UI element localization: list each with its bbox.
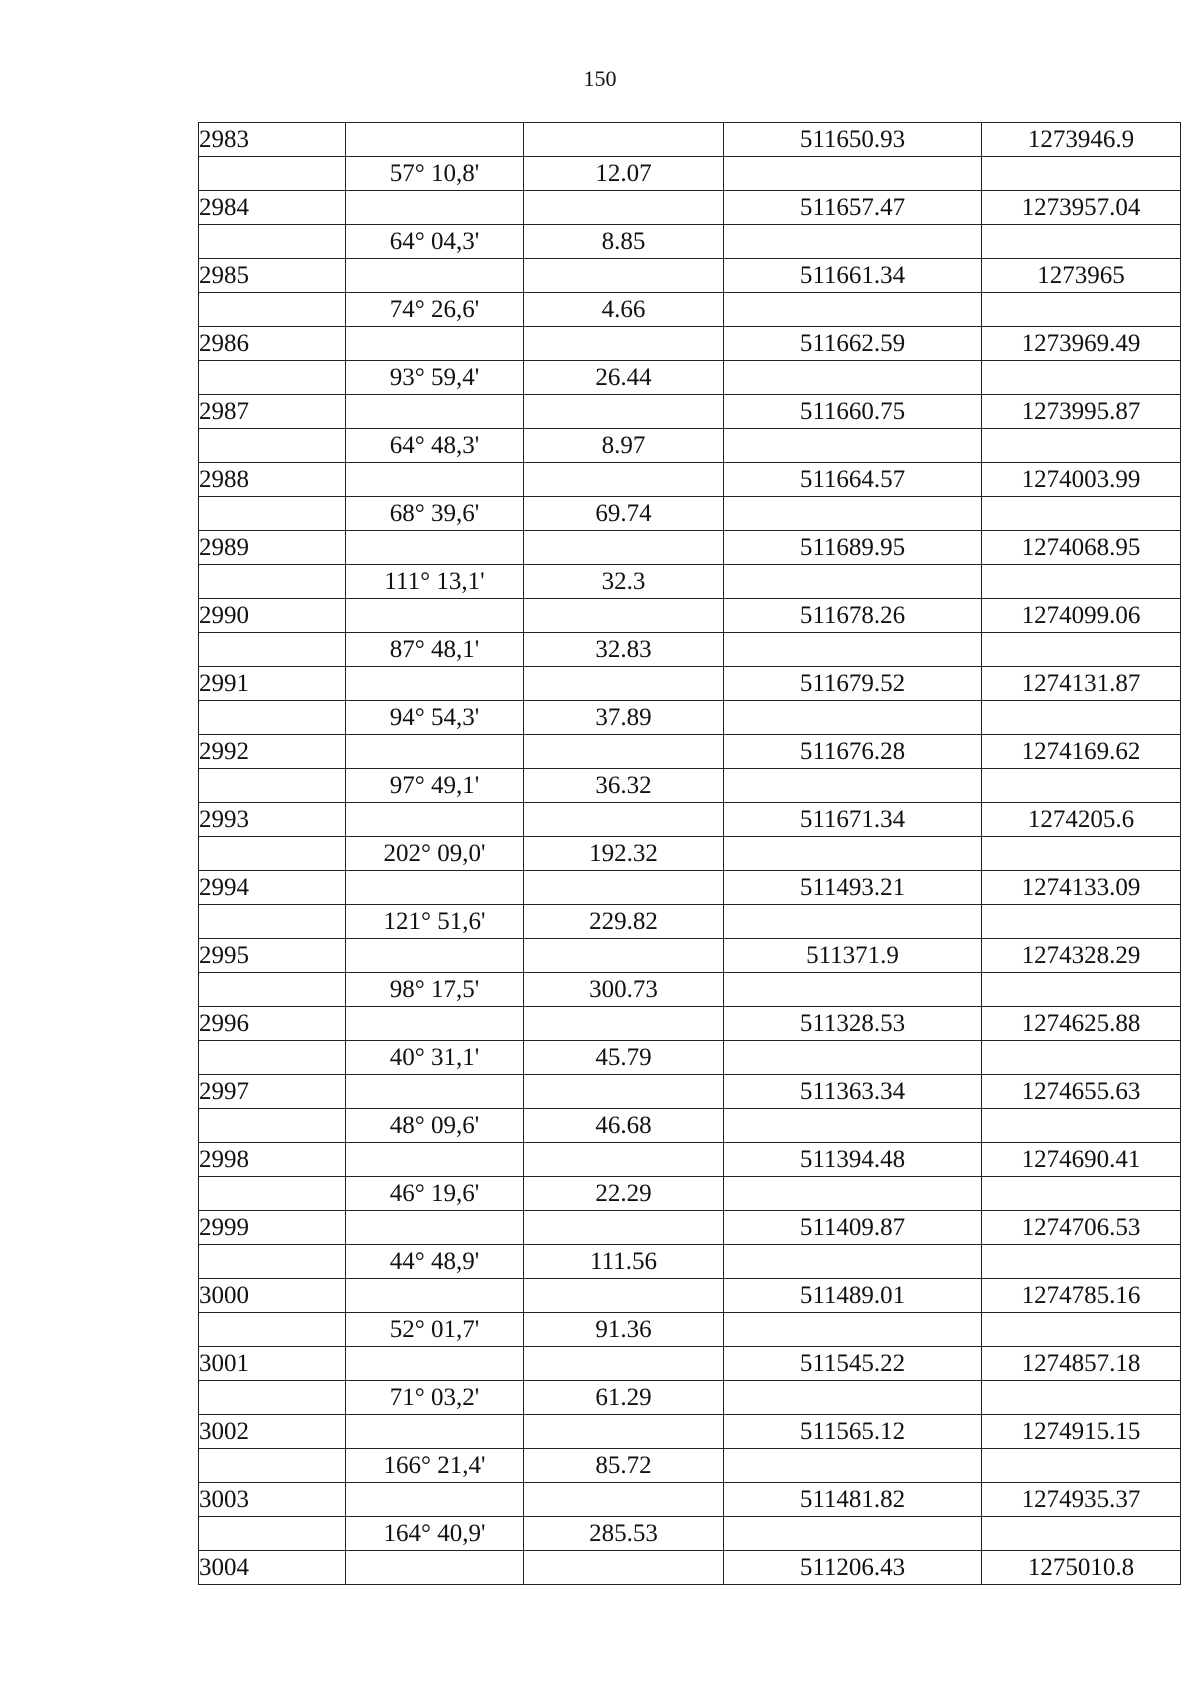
point-number-cell <box>199 293 346 327</box>
point-number-cell: 2991 <box>199 667 346 701</box>
x-coordinate-cell <box>724 293 982 327</box>
table-row <box>199 837 1181 871</box>
distance-cell: 46.68 <box>524 1109 724 1143</box>
y-coordinate-cell: 1274133.09 <box>982 871 1181 905</box>
x-coordinate-cell <box>724 361 982 395</box>
y-coordinate-cell: 1274328.29 <box>982 939 1181 973</box>
bearing-angle-cell: 74° 26,6' <box>346 293 524 327</box>
point-number-cell: 2989 <box>199 531 346 565</box>
y-coordinate-cell: 1274169.62 <box>982 735 1181 769</box>
y-coordinate-cell: 1274706.53 <box>982 1211 1181 1245</box>
point-number-cell: 2988 <box>199 463 346 497</box>
distance-cell <box>524 123 724 157</box>
x-coordinate-cell <box>724 769 982 803</box>
x-coordinate-cell <box>724 973 982 1007</box>
point-number-cell <box>199 1449 346 1483</box>
distance-cell: 36.32 <box>524 769 724 803</box>
point-number-cell: 2983 <box>199 123 346 157</box>
x-coordinate-cell: 511328.53 <box>724 1007 982 1041</box>
distance-cell: 69.74 <box>524 497 724 531</box>
x-coordinate-cell: 511489.01 <box>724 1279 982 1313</box>
distance-cell <box>524 1211 724 1245</box>
y-coordinate-cell <box>982 1245 1181 1279</box>
x-coordinate-cell: 511657.47 <box>724 191 982 225</box>
x-coordinate-cell: 511689.95 <box>724 531 982 565</box>
point-number-cell: 2984 <box>199 191 346 225</box>
bearing-angle-cell: 64° 04,3' <box>346 225 524 259</box>
y-coordinate-cell <box>982 293 1181 327</box>
y-coordinate-cell <box>982 1177 1181 1211</box>
table-row <box>199 1143 1181 1177</box>
point-number-cell <box>199 905 346 939</box>
distance-cell <box>524 1347 724 1381</box>
point-number-cell <box>199 157 346 191</box>
y-coordinate-cell: 1274205.6 <box>982 803 1181 837</box>
distance-cell <box>524 1415 724 1449</box>
table-row <box>199 497 1181 531</box>
x-coordinate-cell <box>724 701 982 735</box>
y-coordinate-cell <box>982 769 1181 803</box>
table-row <box>199 123 1181 157</box>
x-coordinate-cell <box>724 429 982 463</box>
bearing-angle-cell: 94° 54,3' <box>346 701 524 735</box>
table-row <box>199 905 1181 939</box>
point-number-cell <box>199 837 346 871</box>
y-coordinate-cell <box>982 1313 1181 1347</box>
bearing-angle-cell <box>346 1483 524 1517</box>
x-coordinate-cell <box>724 565 982 599</box>
table-row <box>199 599 1181 633</box>
y-coordinate-cell <box>982 565 1181 599</box>
distance-cell <box>524 599 724 633</box>
x-coordinate-cell <box>724 633 982 667</box>
point-number-cell: 2995 <box>199 939 346 973</box>
bearing-angle-cell <box>346 1347 524 1381</box>
distance-cell: 229.82 <box>524 905 724 939</box>
bearing-angle-cell: 111° 13,1' <box>346 565 524 599</box>
y-coordinate-cell: 1274915.15 <box>982 1415 1181 1449</box>
distance-cell <box>524 531 724 565</box>
bearing-angle-cell: 202° 09,0' <box>346 837 524 871</box>
point-number-cell <box>199 769 346 803</box>
y-coordinate-cell: 1275010.8 <box>982 1551 1181 1585</box>
distance-cell: 32.3 <box>524 565 724 599</box>
bearing-angle-cell <box>346 1415 524 1449</box>
y-coordinate-cell: 1273957.04 <box>982 191 1181 225</box>
distance-cell: 8.97 <box>524 429 724 463</box>
point-number-cell: 3002 <box>199 1415 346 1449</box>
distance-cell <box>524 939 724 973</box>
x-coordinate-cell: 511679.52 <box>724 667 982 701</box>
table-row <box>199 531 1181 565</box>
point-number-cell <box>199 429 346 463</box>
table-row <box>199 463 1181 497</box>
bearing-angle-cell: 44° 48,9' <box>346 1245 524 1279</box>
table-row <box>199 191 1181 225</box>
y-coordinate-cell <box>982 1041 1181 1075</box>
distance-cell <box>524 735 724 769</box>
point-number-cell <box>199 1177 346 1211</box>
table-row <box>199 1313 1181 1347</box>
bearing-angle-cell: 40° 31,1' <box>346 1041 524 1075</box>
y-coordinate-cell: 1274655.63 <box>982 1075 1181 1109</box>
distance-cell: 91.36 <box>524 1313 724 1347</box>
point-number-cell: 2998 <box>199 1143 346 1177</box>
bearing-angle-cell: 57° 10,8' <box>346 157 524 191</box>
table-row <box>199 259 1181 293</box>
distance-cell: 22.29 <box>524 1177 724 1211</box>
table-row <box>199 1347 1181 1381</box>
distance-cell: 37.89 <box>524 701 724 735</box>
table-row <box>199 633 1181 667</box>
point-number-cell <box>199 1109 346 1143</box>
x-coordinate-cell: 511371.9 <box>724 939 982 973</box>
y-coordinate-cell <box>982 1109 1181 1143</box>
y-coordinate-cell: 1274785.16 <box>982 1279 1181 1313</box>
x-coordinate-cell: 511565.12 <box>724 1415 982 1449</box>
bearing-angle-cell <box>346 327 524 361</box>
y-coordinate-cell: 1274857.18 <box>982 1347 1181 1381</box>
bearing-angle-cell <box>346 191 524 225</box>
distance-cell: 300.73 <box>524 973 724 1007</box>
point-number-cell <box>199 701 346 735</box>
y-coordinate-cell <box>982 497 1181 531</box>
table-row <box>199 667 1181 701</box>
distance-cell <box>524 1143 724 1177</box>
x-coordinate-cell: 511664.57 <box>724 463 982 497</box>
table-row <box>199 361 1181 395</box>
x-coordinate-cell <box>724 905 982 939</box>
point-number-cell: 2994 <box>199 871 346 905</box>
y-coordinate-cell: 1273995.87 <box>982 395 1181 429</box>
distance-cell <box>524 1279 724 1313</box>
point-number-cell <box>199 633 346 667</box>
distance-cell: 32.83 <box>524 633 724 667</box>
x-coordinate-cell <box>724 1381 982 1415</box>
y-coordinate-cell <box>982 837 1181 871</box>
distance-cell <box>524 463 724 497</box>
x-coordinate-cell: 511650.93 <box>724 123 982 157</box>
distance-cell <box>524 871 724 905</box>
y-coordinate-cell: 1273965 <box>982 259 1181 293</box>
y-coordinate-cell <box>982 633 1181 667</box>
y-coordinate-cell <box>982 1381 1181 1415</box>
table-row <box>199 1551 1181 1585</box>
distance-cell <box>524 1483 724 1517</box>
bearing-angle-cell <box>346 1007 524 1041</box>
distance-cell: 4.66 <box>524 293 724 327</box>
point-number-cell: 2996 <box>199 1007 346 1041</box>
y-coordinate-cell <box>982 973 1181 1007</box>
bearing-angle-cell: 68° 39,6' <box>346 497 524 531</box>
table-row <box>199 1483 1181 1517</box>
table-row <box>199 1381 1181 1415</box>
bearing-angle-cell: 52° 01,7' <box>346 1313 524 1347</box>
bearing-angle-cell: 164° 40,9' <box>346 1517 524 1551</box>
distance-cell <box>524 395 724 429</box>
bearing-angle-cell: 121° 51,6' <box>346 905 524 939</box>
distance-cell <box>524 259 724 293</box>
point-number-cell: 2986 <box>199 327 346 361</box>
x-coordinate-cell: 511678.26 <box>724 599 982 633</box>
distance-cell: 26.44 <box>524 361 724 395</box>
table-row <box>199 429 1181 463</box>
bearing-angle-cell <box>346 395 524 429</box>
distance-cell: 192.32 <box>524 837 724 871</box>
y-coordinate-cell <box>982 1517 1181 1551</box>
page-number: 150 <box>583 66 617 91</box>
point-number-cell <box>199 225 346 259</box>
bearing-angle-cell: 166° 21,4' <box>346 1449 524 1483</box>
bearing-angle-cell <box>346 735 524 769</box>
y-coordinate-cell <box>982 225 1181 259</box>
distance-cell: 45.79 <box>524 1041 724 1075</box>
x-coordinate-cell: 511545.22 <box>724 1347 982 1381</box>
x-coordinate-cell <box>724 1109 982 1143</box>
y-coordinate-cell: 1274935.37 <box>982 1483 1181 1517</box>
x-coordinate-cell <box>724 1313 982 1347</box>
bearing-angle-cell <box>346 463 524 497</box>
y-coordinate-cell: 1274099.06 <box>982 599 1181 633</box>
y-coordinate-cell <box>982 157 1181 191</box>
table-row <box>199 1415 1181 1449</box>
y-coordinate-cell: 1273946.9 <box>982 123 1181 157</box>
distance-cell: 85.72 <box>524 1449 724 1483</box>
distance-cell <box>524 1551 724 1585</box>
point-number-cell <box>199 497 346 531</box>
bearing-angle-cell: 87° 48,1' <box>346 633 524 667</box>
point-number-cell <box>199 973 346 1007</box>
point-number-cell: 2993 <box>199 803 346 837</box>
table-row <box>199 1041 1181 1075</box>
distance-cell: 8.85 <box>524 225 724 259</box>
distance-cell: 285.53 <box>524 1517 724 1551</box>
y-coordinate-cell <box>982 429 1181 463</box>
bearing-angle-cell <box>346 1279 524 1313</box>
distance-cell: 12.07 <box>524 157 724 191</box>
table-row <box>199 395 1181 429</box>
table-row <box>199 973 1181 1007</box>
point-number-cell: 2992 <box>199 735 346 769</box>
x-coordinate-cell <box>724 1245 982 1279</box>
point-number-cell <box>199 1313 346 1347</box>
bearing-angle-cell: 46° 19,6' <box>346 1177 524 1211</box>
x-coordinate-cell: 511206.43 <box>724 1551 982 1585</box>
x-coordinate-cell <box>724 1041 982 1075</box>
point-number-cell <box>199 1245 346 1279</box>
coordinates-table-body <box>199 123 1181 1585</box>
y-coordinate-cell: 1274131.87 <box>982 667 1181 701</box>
y-coordinate-cell: 1274690.41 <box>982 1143 1181 1177</box>
distance-cell <box>524 667 724 701</box>
point-number-cell <box>199 1381 346 1415</box>
bearing-angle-cell: 93° 59,4' <box>346 361 524 395</box>
x-coordinate-cell: 511676.28 <box>724 735 982 769</box>
point-number-cell <box>199 1517 346 1551</box>
point-number-cell: 2985 <box>199 259 346 293</box>
bearing-angle-cell <box>346 1551 524 1585</box>
bearing-angle-cell <box>346 871 524 905</box>
point-number-cell: 3003 <box>199 1483 346 1517</box>
table-row <box>199 1245 1181 1279</box>
point-number-cell: 3004 <box>199 1551 346 1585</box>
x-coordinate-cell: 511671.34 <box>724 803 982 837</box>
point-number-cell: 2990 <box>199 599 346 633</box>
table-row <box>199 293 1181 327</box>
x-coordinate-cell: 511493.21 <box>724 871 982 905</box>
table-row <box>199 1075 1181 1109</box>
x-coordinate-cell: 511660.75 <box>724 395 982 429</box>
table-row <box>199 225 1181 259</box>
table-row <box>199 1449 1181 1483</box>
x-coordinate-cell <box>724 837 982 871</box>
distance-cell <box>524 1007 724 1041</box>
bearing-angle-cell <box>346 259 524 293</box>
distance-cell <box>524 327 724 361</box>
table-row <box>199 1177 1181 1211</box>
table-row <box>199 1517 1181 1551</box>
table-row <box>199 565 1181 599</box>
bearing-angle-cell <box>346 939 524 973</box>
y-coordinate-cell <box>982 1449 1181 1483</box>
table-row <box>199 871 1181 905</box>
table-row <box>199 735 1181 769</box>
x-coordinate-cell: 511662.59 <box>724 327 982 361</box>
x-coordinate-cell <box>724 1449 982 1483</box>
point-number-cell: 2987 <box>199 395 346 429</box>
x-coordinate-cell <box>724 1517 982 1551</box>
table-row <box>199 1211 1181 1245</box>
y-coordinate-cell <box>982 905 1181 939</box>
y-coordinate-cell <box>982 701 1181 735</box>
table-row <box>199 803 1181 837</box>
x-coordinate-cell <box>724 497 982 531</box>
table-row <box>199 701 1181 735</box>
x-coordinate-cell: 511394.48 <box>724 1143 982 1177</box>
distance-cell: 61.29 <box>524 1381 724 1415</box>
bearing-angle-cell <box>346 531 524 565</box>
bearing-angle-cell <box>346 803 524 837</box>
table-row <box>199 939 1181 973</box>
x-coordinate-cell <box>724 157 982 191</box>
distance-cell: 111.56 <box>524 1245 724 1279</box>
x-coordinate-cell <box>724 225 982 259</box>
table-row <box>199 327 1181 361</box>
table-row <box>199 157 1181 191</box>
point-number-cell: 2997 <box>199 1075 346 1109</box>
x-coordinate-cell: 511481.82 <box>724 1483 982 1517</box>
bearing-angle-cell <box>346 599 524 633</box>
y-coordinate-cell: 1274003.99 <box>982 463 1181 497</box>
bearing-angle-cell <box>346 1075 524 1109</box>
point-number-cell: 3001 <box>199 1347 346 1381</box>
distance-cell <box>524 1075 724 1109</box>
bearing-angle-cell: 97° 49,1' <box>346 769 524 803</box>
x-coordinate-cell <box>724 1177 982 1211</box>
bearing-angle-cell <box>346 1211 524 1245</box>
bearing-angle-cell: 48° 09,6' <box>346 1109 524 1143</box>
coordinates-table <box>198 122 1181 1585</box>
table-row <box>199 1109 1181 1143</box>
y-coordinate-cell: 1274068.95 <box>982 531 1181 565</box>
x-coordinate-cell: 511661.34 <box>724 259 982 293</box>
distance-cell <box>524 191 724 225</box>
bearing-angle-cell: 98° 17,5' <box>346 973 524 1007</box>
x-coordinate-cell: 511363.34 <box>724 1075 982 1109</box>
y-coordinate-cell: 1273969.49 <box>982 327 1181 361</box>
distance-cell <box>524 803 724 837</box>
y-coordinate-cell <box>982 361 1181 395</box>
bearing-angle-cell: 71° 03,2' <box>346 1381 524 1415</box>
bearing-angle-cell <box>346 123 524 157</box>
table-row <box>199 769 1181 803</box>
point-number-cell <box>199 565 346 599</box>
point-number-cell: 3000 <box>199 1279 346 1313</box>
point-number-cell <box>199 1041 346 1075</box>
table-row <box>199 1279 1181 1313</box>
bearing-angle-cell <box>346 667 524 701</box>
bearing-angle-cell <box>346 1143 524 1177</box>
point-number-cell <box>199 361 346 395</box>
x-coordinate-cell: 511409.87 <box>724 1211 982 1245</box>
table-row <box>199 1007 1181 1041</box>
point-number-cell: 2999 <box>199 1211 346 1245</box>
y-coordinate-cell: 1274625.88 <box>982 1007 1181 1041</box>
bearing-angle-cell: 64° 48,3' <box>346 429 524 463</box>
